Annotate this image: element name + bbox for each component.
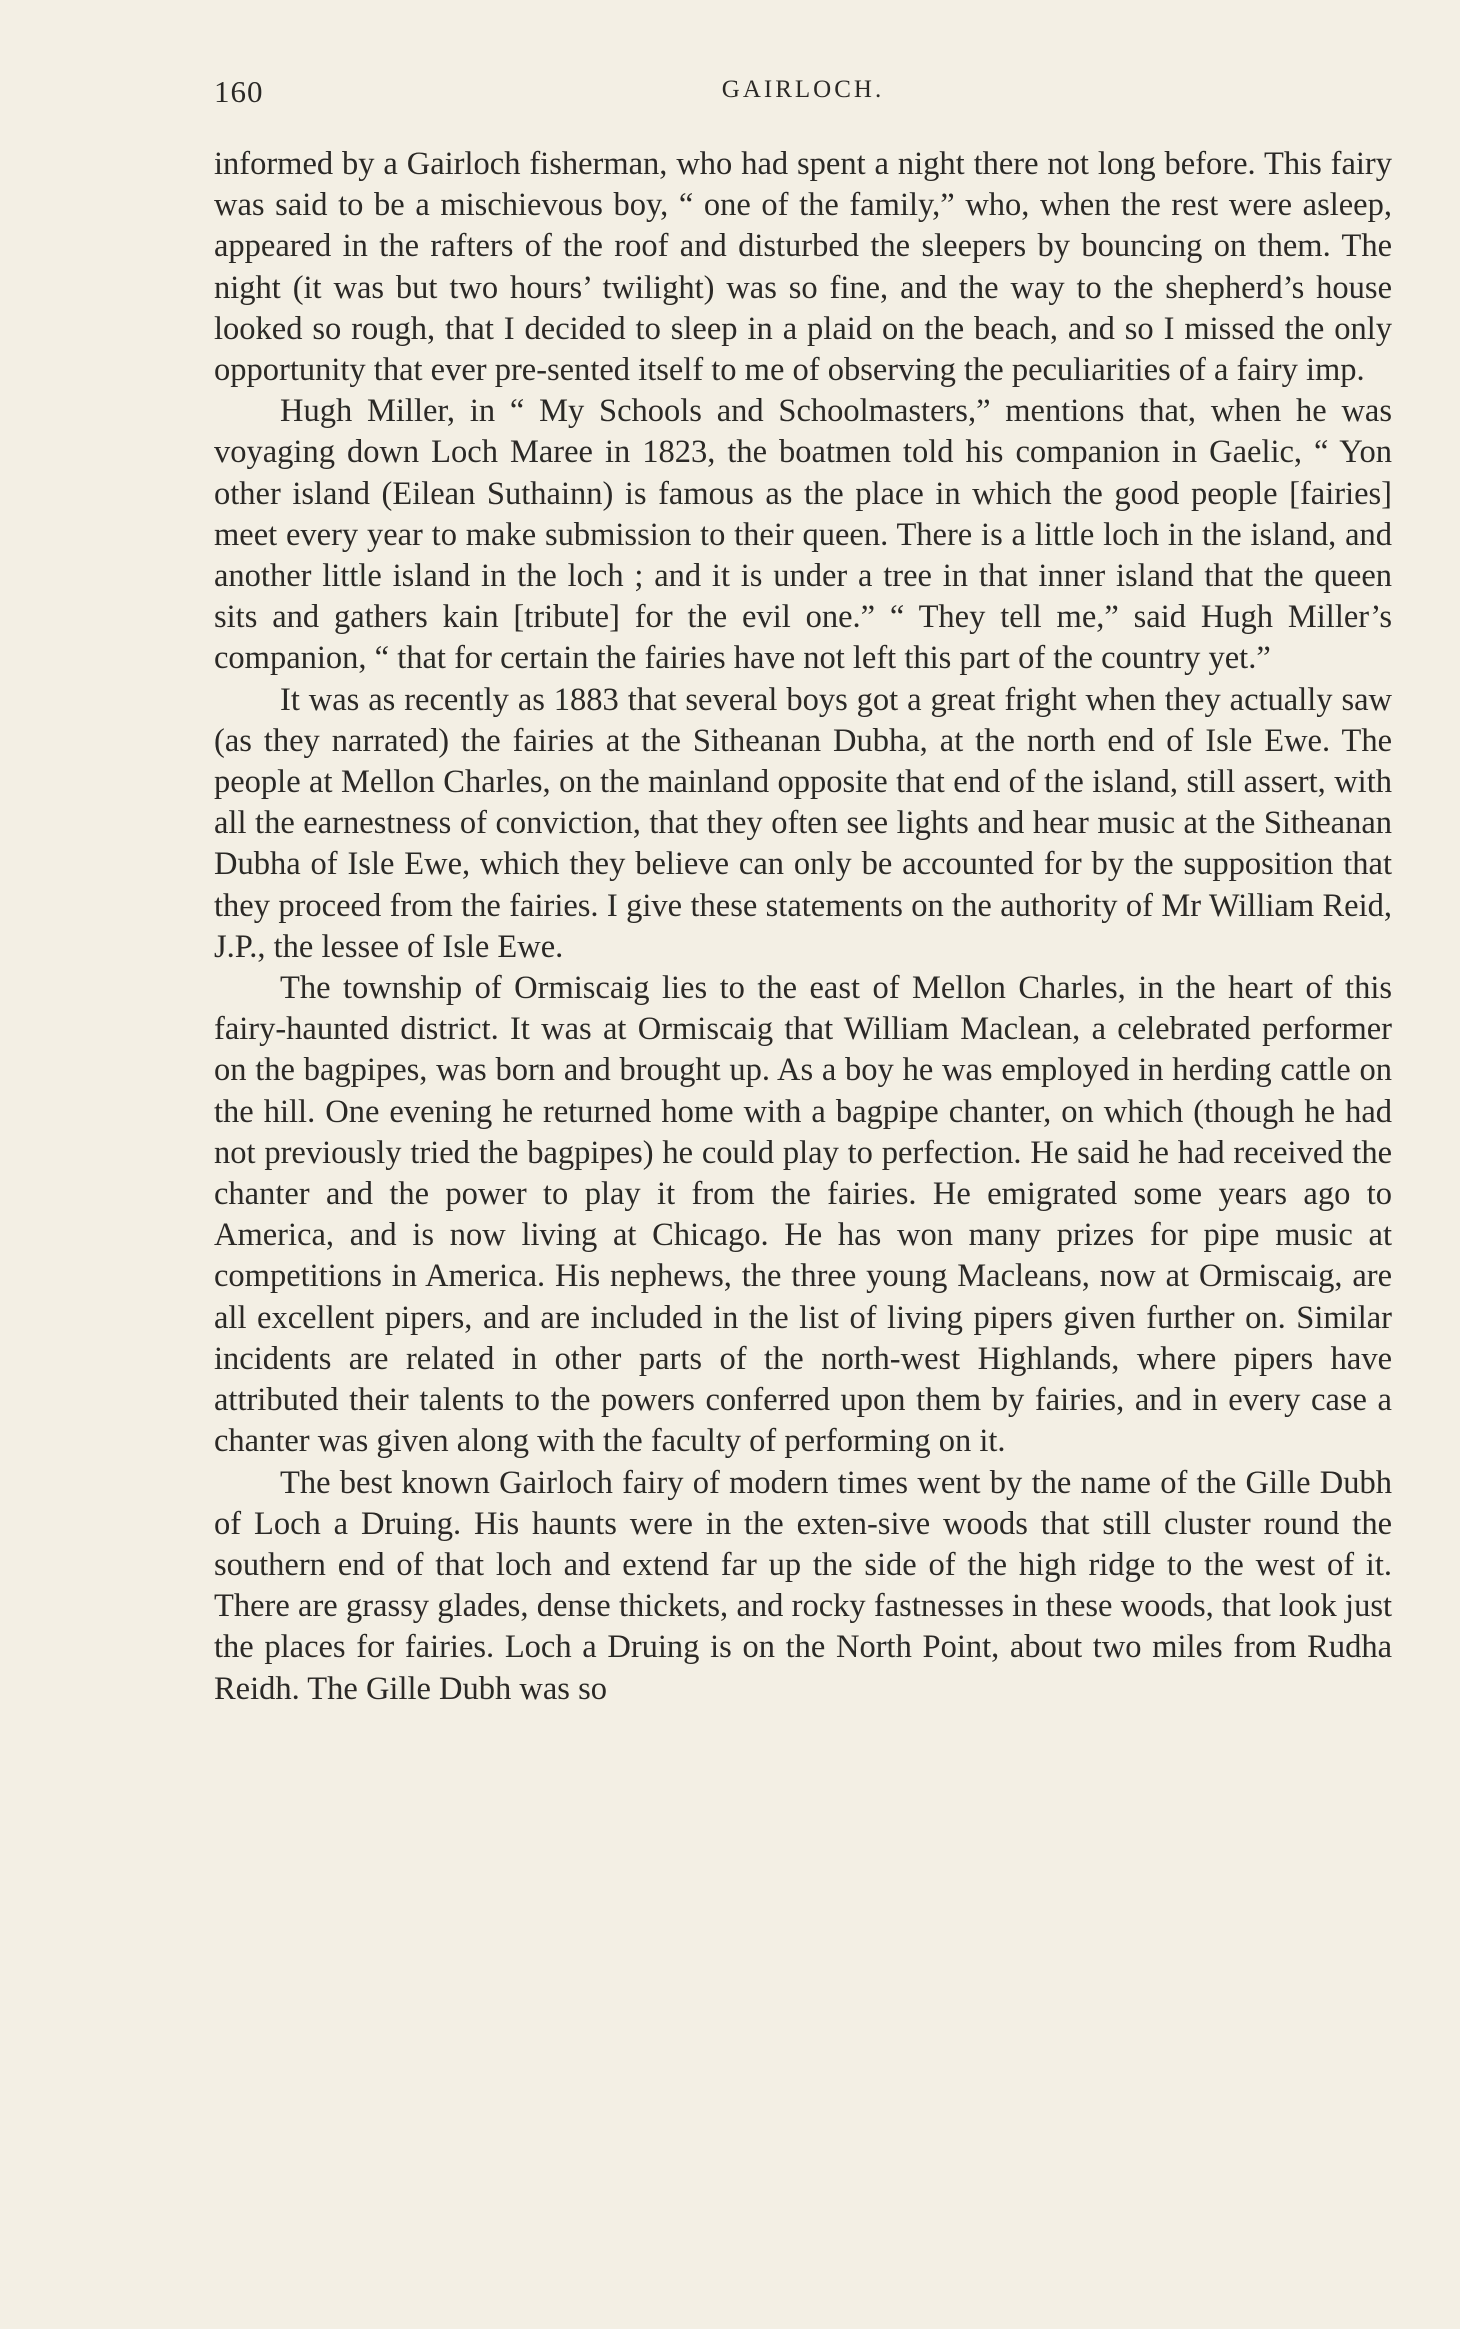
body-text [214, 144, 1392, 1710]
paragraph-ormiscaig: The township of Ormiscaig lies to the east of Mellon Charles, in the heart of this fairy-haunted district. It was at Ormiscaig that William Maclean, a celebrated performer on the bagpipes, was born and brought up. As a boy he was employed in herding cattle on the hill. One evening he returned home with a bagpipe chanter, on which (though he had not previously tried the bagpipes) he could play to perfection. He said he had received the chanter and the power to play it from the fairies. He emigrated some years ago to America, and is now living at Chicago. He has won many prizes for pipe music at competitions in America. His nephews, the three young Macleans, now at Ormiscaig, are all excellent pipers, and are included in the list of living pipers given further on. Similar incidents are related in other parts of the north-west Highlands, where pipers have attributed their talents to the powers conferred upon them by fairies, and in every case a chanter was given along with the faculty of performing on it. [214, 970, 1392, 1460]
paragraph-gille-dubh: The best known Gairloch fairy of modern times went by the name of the Gille Dubh of Loch a Druing. His haunts were in the exten-sive woods that still cluster round the southern end of that loch and extend far up the side of the high ridge to the west of it. There are grassy glades, dense thickets, and rocky fastnesses in these woods, that look just the places for fairies. Loch a Druing is on the North Point, about two miles from Rudha Reidh. The Gille Dubh was so [214, 1464, 1392, 1707]
paragraph-continued: informed by a Gairloch fisherman, who had spent a night there not long before. This fairy was said to be a mischievous boy, “ one of the family,” who, when the rest were asleep, appeared in the rafters of the roof and disturbed the sleepers by bouncing on them. The night (it was but two hours’ twilight) was so fine, and the way to the shepherd’s house looked so rough, that I decided to sleep in a plaid on the beach, and so I missed the only opportunity that ever pre-sented itself to me of observing the peculiarities of a fairy imp. [214, 146, 1392, 389]
paragraph-isle-ewe: It was as recently as 1883 that several boys got a great fright when they actually saw (as they narrated) the fairies at the Sitheanan Dubha, at the north end of Isle Ewe. The people at Mellon Charles, on the mainland opposite that end of the island, still assert, with all the earnestness of conviction, that they often see lights and hear music at the Sitheanan Dubha of Isle Ewe, which they believe can only be accounted for by the supposition that they proceed from the fairies. I give these statements on the authority of Mr William Reid, J.P., the lessee of Isle Ewe. [214, 681, 1392, 965]
running-head: GAIRLOCH. [721, 76, 885, 103]
page-header [214, 74, 1392, 118]
page-number: 160 [214, 74, 264, 109]
paragraph-hugh-miller: Hugh Miller, in “ My Schools and Schoolmasters,” mentions that, when he was voyaging down Loch Maree in 1823, the boatmen told his companion in Gaelic, “ Yon other island (Eilean Suthainn) is famous as the place in which the good people [fairies] meet every year to make submission to their queen. There is a little loch in the island, and another little island in the loch ; and it is under a tree in that inner island that the queen sits and gathers kain [tribute] for the evil one.” “ They tell me,” said Hugh Miller’s companion, “ that for certain the fairies have not left this part of the country yet.” [214, 393, 1392, 677]
